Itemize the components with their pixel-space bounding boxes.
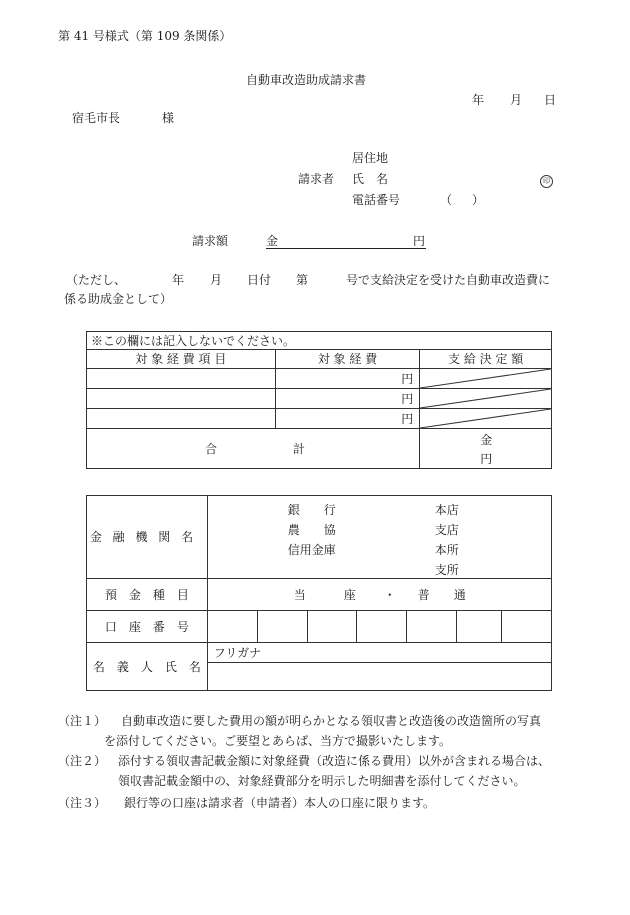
expense-item-cell[interactable]	[87, 389, 276, 409]
bank-account-table	[86, 495, 552, 691]
total-prefix: 金	[480, 433, 493, 447]
address-label: 居住地	[352, 151, 389, 165]
institution-cell[interactable]	[207, 496, 551, 579]
statement-year: 年	[172, 273, 185, 287]
amount-prefix: 金	[266, 234, 279, 248]
branch-type-branch: 支店	[434, 523, 459, 537]
institution-type-bank: 銀 行	[287, 503, 336, 517]
header-decision-amount: 支 給 決 定 額	[420, 350, 552, 369]
office-use-table	[86, 331, 552, 469]
account-digit-cell[interactable]	[502, 611, 552, 643]
amount-label: 請求額	[192, 234, 229, 248]
note-2-line-1: 添付する領収書記載金額に対象経費（改造に係る費用）以外が含まれる場合は、	[118, 754, 551, 768]
branch-type-sub-office: 支所	[434, 563, 459, 577]
date-year-label: 年	[472, 93, 485, 107]
expense-amount-cell[interactable]: 円	[275, 409, 420, 429]
phone-paren-open: （	[440, 193, 453, 207]
institution-type-ja: 農 協	[287, 523, 336, 537]
holder-label-cell: 名 義 人 氏 名	[87, 643, 208, 691]
form-number: 第 41 号様式（第 109 条関係）	[58, 29, 232, 43]
account-digit-cell[interactable]	[457, 611, 502, 643]
deposit-type-ordinary-1: 普	[417, 588, 430, 602]
seal-mark: 印	[540, 173, 553, 188]
date-month-label: 月	[510, 93, 523, 107]
header-expense-item: 対 象 経 費 項 目	[87, 350, 276, 369]
deposit-type-separator: ・	[383, 588, 396, 602]
account-digit-cell[interactable]	[357, 611, 407, 643]
account-number-label-cell: 口 座 番 号	[87, 611, 208, 643]
addressee-honorific: 様	[162, 111, 175, 125]
total-label-left: 合	[205, 442, 218, 456]
note-2-label: （注２）	[58, 754, 107, 768]
account-digit-cell[interactable]	[307, 611, 357, 643]
total-suffix: 円	[480, 452, 493, 466]
total-amount-cell[interactable]	[420, 429, 552, 469]
table-row	[87, 369, 552, 389]
note-3-line-1: 銀行等の口座は請求者（申請者）本人の口座に限ります。	[124, 796, 436, 810]
deposit-type-cell[interactable]	[207, 579, 551, 611]
expense-amount-cell[interactable]: 円	[275, 369, 420, 389]
addressee-name: 宿毛市長	[72, 111, 121, 125]
amount-line	[266, 235, 426, 249]
note-1-label: （注１）	[58, 714, 107, 728]
amount-suffix: 円	[413, 234, 426, 248]
expense-amount-cell[interactable]: 円	[275, 389, 420, 409]
decision-slash-cell	[420, 409, 552, 429]
deposit-type-current-2: 座	[343, 588, 356, 602]
deposit-type-current-1: 当	[293, 588, 306, 602]
name-label: 氏 名	[352, 172, 389, 186]
decision-slash-cell	[420, 389, 552, 409]
furigana-cell[interactable]: フリガナ	[207, 643, 551, 663]
expense-item-cell[interactable]	[87, 409, 276, 429]
date-day-label: 日	[544, 93, 557, 107]
branch-type-main-office: 本所	[434, 543, 459, 557]
account-digit-cell[interactable]	[257, 611, 307, 643]
account-digit-cell[interactable]	[207, 611, 257, 643]
statement-day: 日付	[247, 273, 272, 287]
note-2-line-2: 領収書記載金額中の、対象経費部分を明示した明細書を添付してください。	[118, 774, 526, 788]
document-title: 自動車改造助成請求書	[246, 73, 367, 87]
deposit-type-label-cell: 預 金 種 目	[87, 579, 208, 611]
phone-label: 電話番号	[352, 193, 401, 207]
statement-number-prefix: 第	[296, 273, 309, 287]
total-label-cell	[87, 429, 420, 469]
total-row	[87, 429, 552, 469]
header-expense-amount: 対 象 経 費	[275, 350, 420, 369]
account-digit-cell[interactable]	[407, 611, 457, 643]
statement-tail: 号で支給決定を受けた自動車改造費に	[346, 273, 551, 287]
statement-open: （ただし、	[66, 273, 127, 287]
table-row	[87, 409, 552, 429]
institution-label-cell: 金融機関名	[87, 496, 208, 579]
institution-type-shinkin: 信用金庫	[287, 543, 336, 557]
statement-month: 月	[210, 273, 223, 287]
note-3-label: （注３）	[58, 796, 107, 810]
claimant-label: 請求者	[298, 172, 335, 186]
statement-line2: 係る助成金として）	[64, 292, 173, 306]
note-1-line-1: 自動車改造に要した費用の額が明らかとなる領収書と改造後の改造箇所の写真	[121, 714, 542, 728]
note-1-line-2: を添付してください。ご要望とあらば、当方で撮影いたします。	[104, 734, 452, 748]
branch-type-head-office: 本店	[434, 503, 459, 517]
office-use-note: ※この欄には記入しないでください。	[87, 332, 552, 350]
total-label-right: 計	[293, 442, 306, 456]
phone-paren-close: ）	[472, 193, 485, 207]
holder-name-cell[interactable]	[207, 663, 551, 691]
expense-item-cell[interactable]	[87, 369, 276, 389]
decision-slash-cell	[420, 369, 552, 389]
table-row	[87, 389, 552, 409]
deposit-type-ordinary-2: 通	[453, 588, 466, 602]
